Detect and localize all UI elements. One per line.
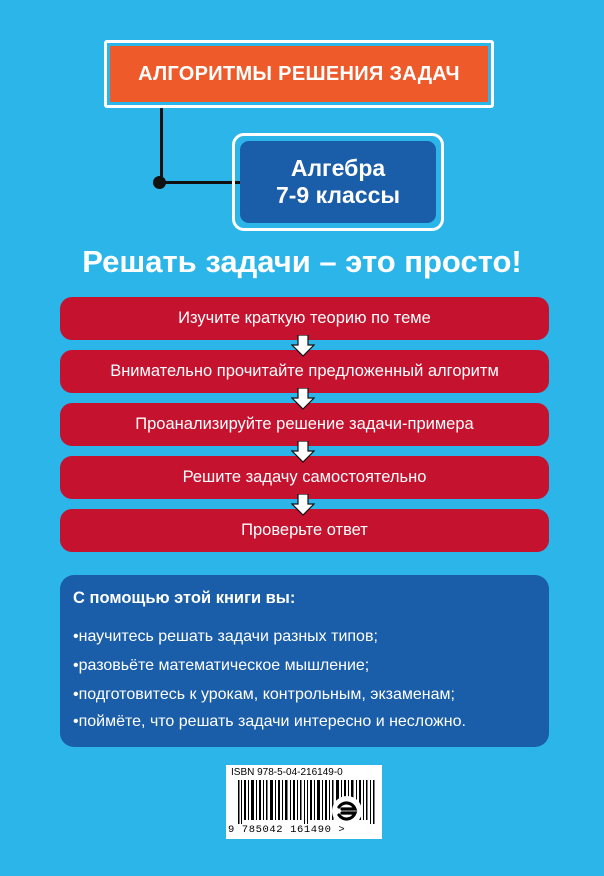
subject-name: Алгебра (290, 155, 386, 181)
benefits-title: С помощью этой книги вы: (73, 589, 296, 607)
series-title: АЛГОРИТМЫ РЕШЕНИЯ ЗАДАЧ (110, 46, 488, 102)
step-4: Решите задачу самостоятельно (60, 456, 549, 499)
step-3: Проанализируйте решение задачи-примера (60, 403, 549, 446)
arrow-down-icon (291, 441, 315, 463)
benefit-item: •поймёте, что решать задачи интересно и несложно. (73, 713, 466, 730)
arrow-down-icon (291, 335, 315, 357)
arrow-down-icon (291, 494, 315, 516)
step-1: Изучите краткую теорию по теме (60, 297, 549, 340)
benefit-item: •разовьёте математическое мышление; (73, 657, 370, 674)
slogan-heading: Решать задачи – это просто! (82, 244, 522, 279)
step-2: Внимательно прочитайте предложенный алгоритм (60, 350, 549, 393)
isbn-text: ISBN 978-5-04-216149-0 (231, 767, 343, 778)
barcode-digits: 9 785042 161490 > (228, 824, 346, 836)
benefit-item: •научитесь решать задачи разных типов; (73, 628, 378, 645)
benefit-item: •подготовитесь к урокам, контрольным, экзаменам; (73, 686, 455, 703)
connector-line-horizontal (160, 181, 240, 184)
subject-grades: 7-9 классы (275, 182, 401, 208)
arrow-down-icon (291, 388, 315, 410)
step-5: Проверьте ответ (60, 509, 549, 552)
subject-box (240, 141, 436, 223)
eksmo-logo-icon (331, 795, 363, 827)
connector-dot (153, 176, 166, 189)
connector-line-vertical (160, 108, 163, 184)
